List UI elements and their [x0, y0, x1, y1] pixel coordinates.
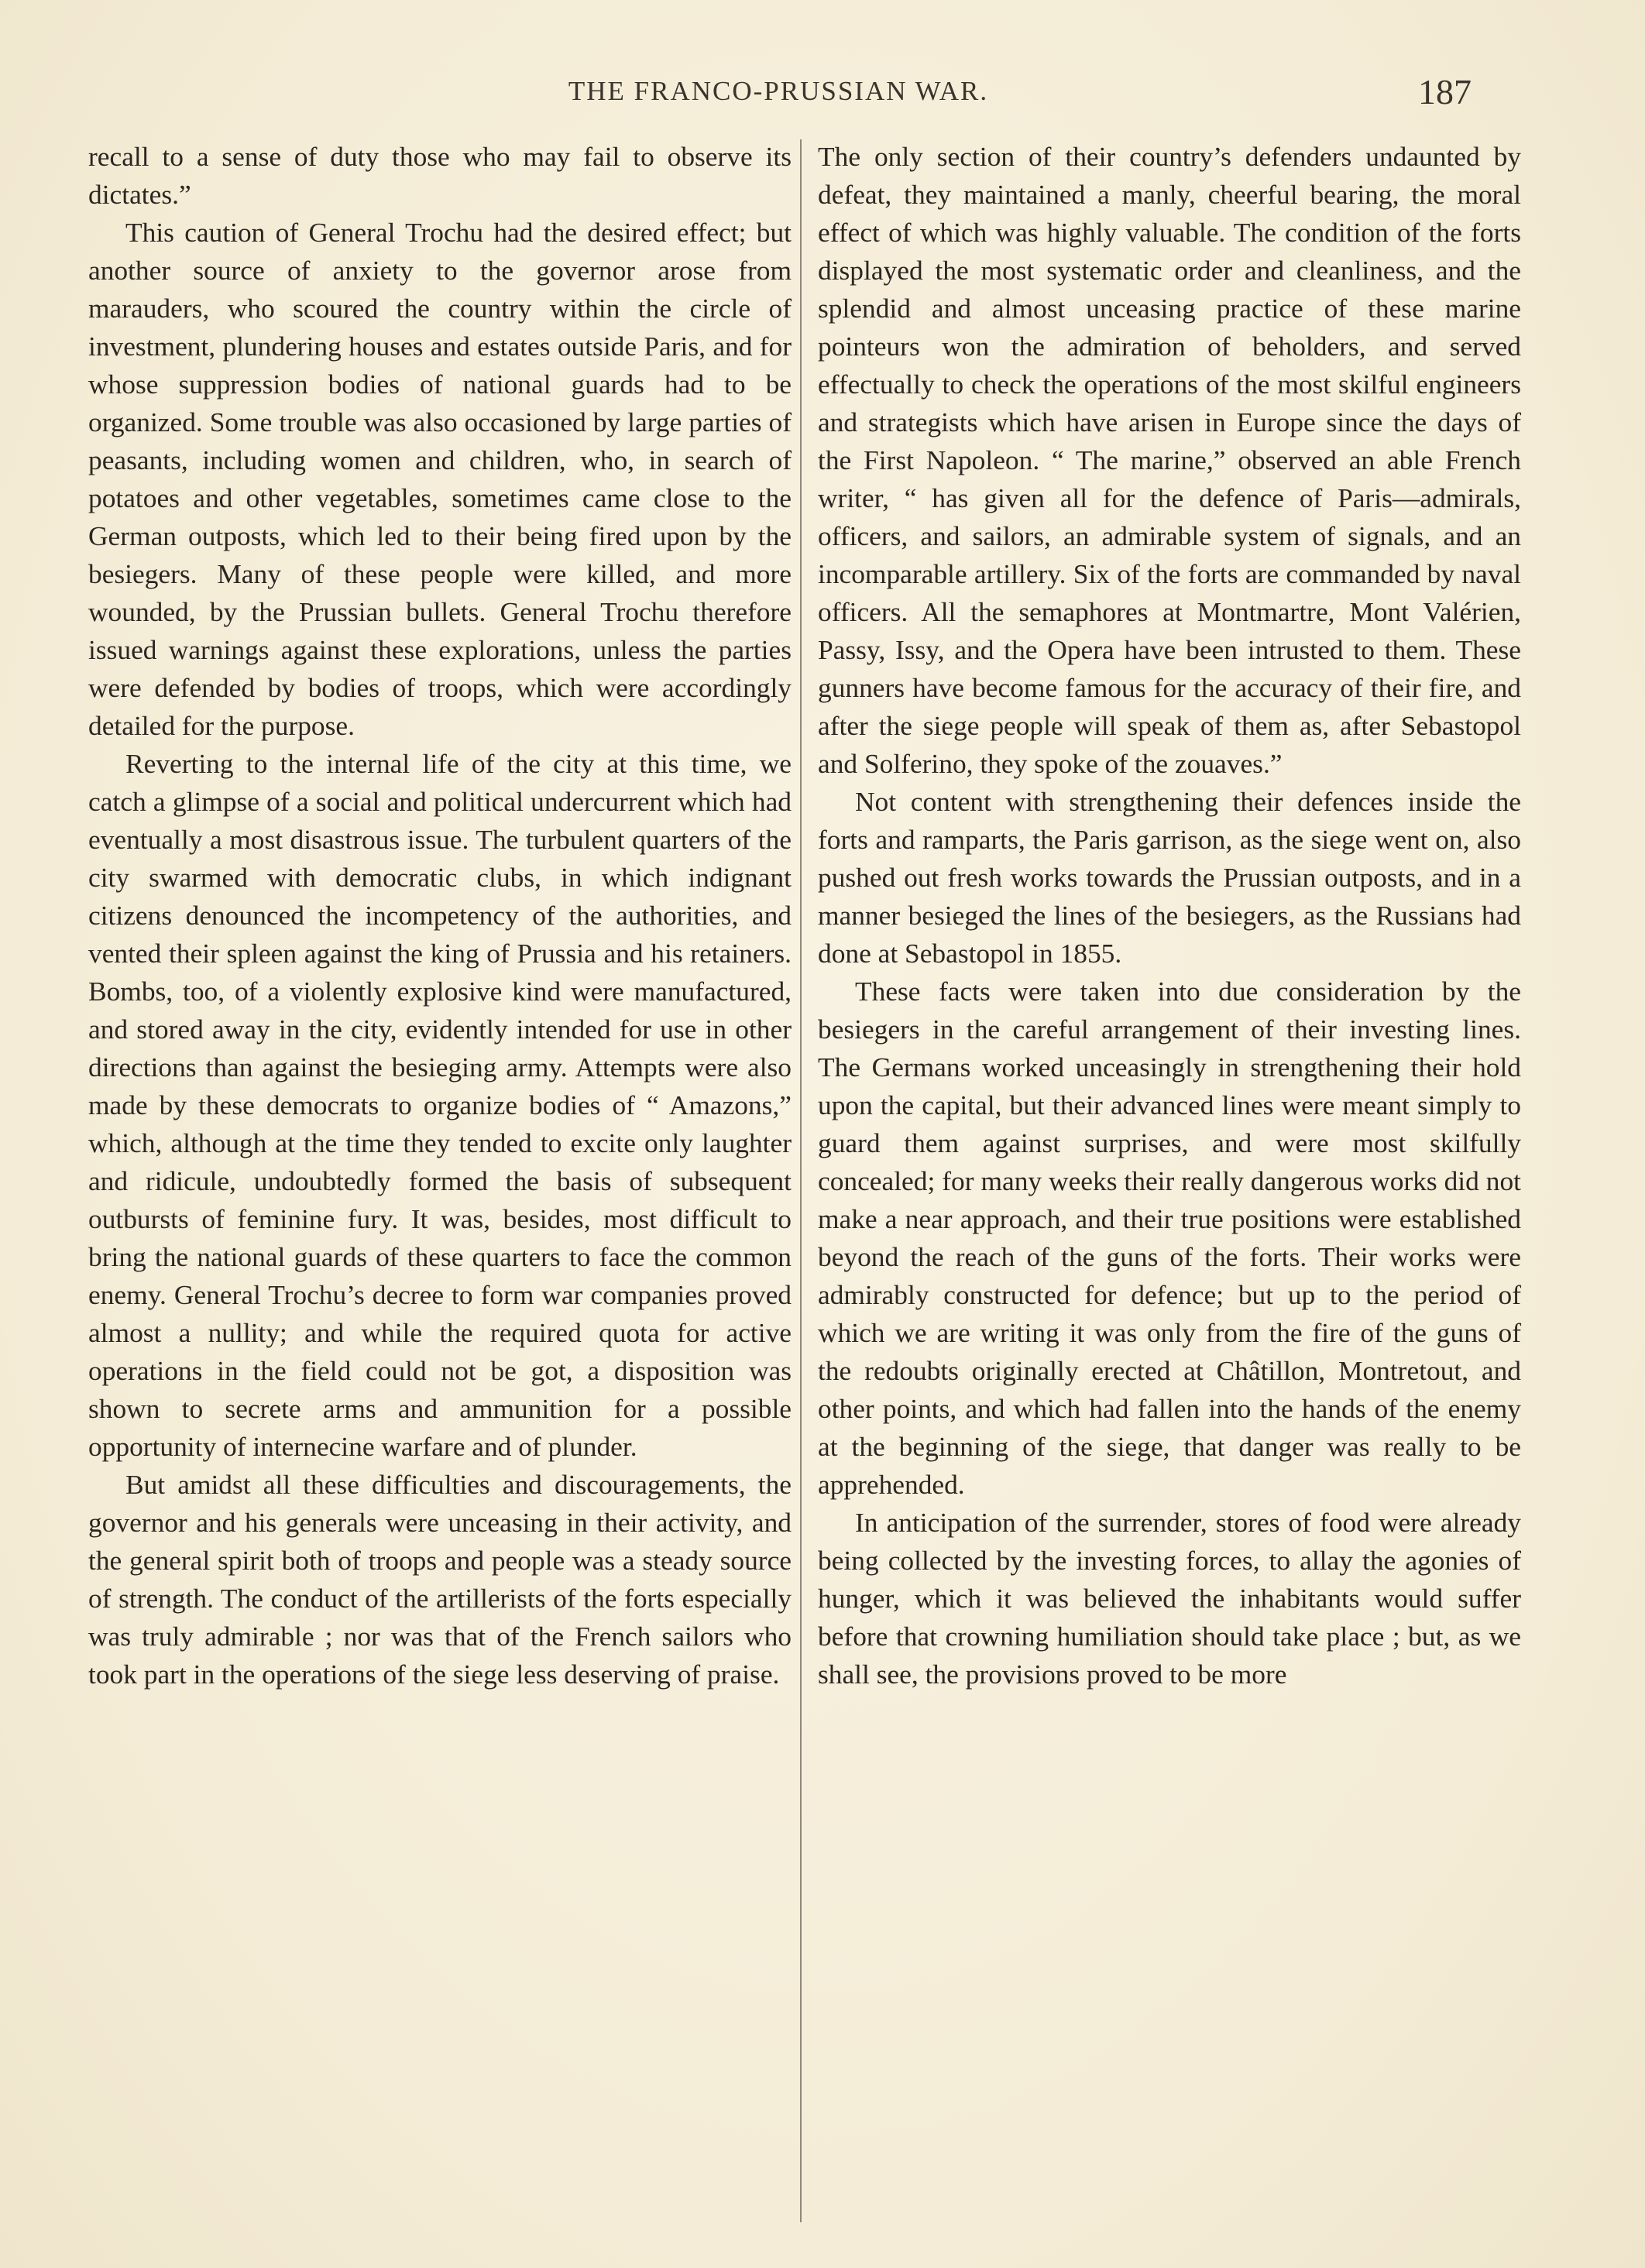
- column-divider: [800, 139, 802, 2222]
- paragraph: These facts were taken into due consideration by the besiegers in the careful arrangement of their investing lines. The Germans worked unceasingly in strengthening their hold upon the capital, but their advanced lines were meant simply to guard them against surprises, and were most skilfully concealed; for many weeks their really dangerous works did not make a near approach, and their true positions were established beyond the reach of the guns of the forts. Their works were admirably constructed for defence; but up to the period of which we are writing it was only from the fire of the guns of the redoubts originally erected at Châtillon, Montretout, and other points, and which had fallen into the hands of the enemy at the beginning of the siege, that danger was really to be apprehended.: [818, 976, 1521, 1500]
- paragraph: Reverting to the internal life of the city at this time, we catch a glimpse of a social and political undercurrent which had eventually a most disastrous issue. The turbulent quarters of the city swarmed with democratic clubs, in which indignant citizens denounced the incompetency of the authorities, and vented their spleen against the king of Prussia and his retainers. Bombs, too, of a violently explosive kind were manufactured, and stored away in the city, evidently intended for use in other directions than against the besieging army. Attempts were also made by these democrats to organize bodies of “ Amazons,” which, although at the time they tended to excite only laughter and ridicule, undoubtedly formed the basis of subsequent outbursts of feminine fury. It was, besides, most difficult to bring the national guards of these quarters to face the common enemy. General Trochu’s decree to form war companies proved almost a nullity; and while the required quota for active operations in the field could not be got, a disposition was shown to secrete arms and ammunition for a possible opportunity of internecine warfare and of plunder.: [88, 748, 792, 1462]
- running-header: [85, 71, 1472, 118]
- paragraph: The only section of their country’s defenders undaunted by defeat, they maintained a manly, cheerful bearing, the moral effect of which was highly valuable. The condition of the forts displayed the most systematic order and cleanliness, and the splendid and almost unceasing practice of these marine pointeurs won the admiration of beholders, and served effectually to check the operations of the most skilful engineers and strategists which have arisen in Europe since the days of the First Napoleon. “ The marine,” observed an able French writer, “ has given all for the defence of Paris—admirals, officers, and sailors, an admirable system of signals, and an incomparable artillery. Six of the forts are commanded by naval officers. All the semaphores at Montmartre, Mont Valérien, Passy, Issy, and the Opera have been intrusted to them. These gunners have become famous for the accuracy of their fire, and after the siege people will speak of them as, after Sebastopol and Solferino, they spoke of the zouaves.”: [818, 141, 1521, 779]
- paragraph: But amidst all these difficulties and discouragements, the governor and his generals were unceasing in their activity, and the general spirit both of troops and people was a steady source of strength. The conduct of the artillerists of the forts especially was truly admirable ; nor was that of the French sailors who took part in the operations of the siege less deserving of praise.: [88, 1469, 792, 1690]
- paragraph: Not content with strengthening their defences inside the forts and ramparts, the Paris garrison, as the siege went on, also pushed out fresh works towards the Prussian outposts, and in a manner besieged the lines of the besiegers, as the Russians had done at Sebastopol in 1855.: [818, 786, 1521, 969]
- paragraph: In anticipation of the surrender, stores of food were already being collected by the investing forces, to allay the agonies of hunger, which it was believed the inhabitants would suffer before that crowning humiliation should take place ; but, as we shall see, the provisions proved to be more: [818, 1507, 1521, 1690]
- page-number: 187: [1418, 72, 1472, 112]
- right-column: [818, 138, 1521, 1693]
- running-title: THE FRANCO-PRUSSIAN WAR.: [568, 76, 989, 106]
- left-column: [88, 138, 792, 1693]
- paragraph: This caution of General Trochu had the desired effect; but another source of anxiety to the governor arose from marauders, who scoured the country within the circle of investment, plundering houses and estates outside Paris, and for whose suppression bodies of national guards had to be organized. Some trouble was also occasioned by large parties of peasants, including women and children, who, in search of potatoes and other vegetables, sometimes came close to the German outposts, which led to their being fired upon by the besiegers. Many of these people were killed, and more wounded, by the Prussian bullets. General Trochu therefore issued warnings against these explorations, unless the parties were defended by bodies of troops, which were accordingly detailed for the purpose.: [88, 217, 792, 741]
- paragraph: recall to a sense of duty those who may fail to observe its dictates.”: [88, 141, 792, 210]
